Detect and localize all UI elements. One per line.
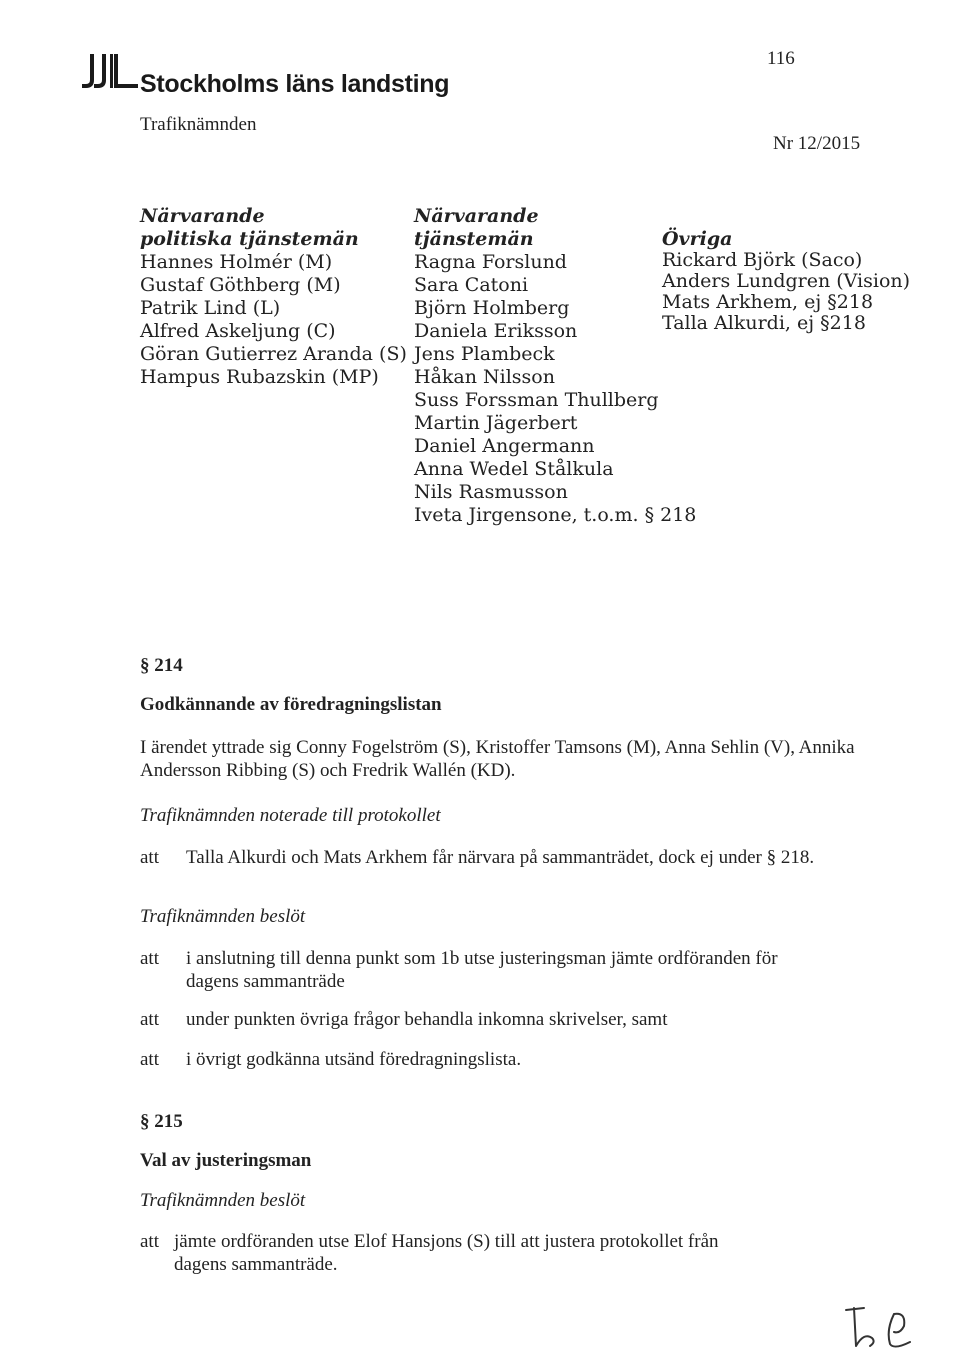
column-heading: Närvarande — [140, 205, 265, 227]
att-text: i övrigt godkänna utsänd föredragningslista. — [186, 1049, 522, 1070]
attendee-name: Anna Wedel Stålkula — [414, 458, 614, 480]
intro-line: Andersson Ribbing (S) och Fredrik Wallén (KD). — [140, 760, 516, 781]
committee-name: Trafiknämnden — [140, 114, 257, 135]
section-number: § 214 — [140, 655, 183, 676]
attendee-name: Hannes Holmér (M) — [140, 251, 333, 273]
attendee-name: Ragna Forslund — [414, 251, 567, 273]
attendee-name: Jens Plambeck — [414, 343, 555, 365]
attendance-others — [662, 229, 942, 334]
attendee-name: Suss Forssman Thullberg — [414, 389, 659, 411]
attendee-name: Rickard Björk (Saco) — [662, 249, 863, 271]
att-clause — [140, 1048, 930, 1072]
att-text: jämte ordföranden utse Elof Hansjons (S) till att justera protokollet från — [174, 1231, 719, 1252]
note-heading: Trafiknämnden noterade till protokollet — [140, 805, 441, 826]
section-number: § 215 — [140, 1111, 183, 1132]
section-title: Godkännande av föredragningslistan — [140, 694, 442, 715]
att-text: dagens sammanträde. — [174, 1254, 338, 1275]
column-heading: politiska tjänstemän — [140, 228, 359, 250]
attendee-name: Björn Holmberg — [414, 297, 570, 319]
decision-heading: Trafiknämnden beslöt — [140, 1190, 306, 1211]
attendee-name: Iveta Jirgensone, t.o.m. § 218 — [414, 504, 697, 526]
att-text: dagens sammanträde — [186, 971, 345, 992]
attendee-name: Mats Arkhem, ej §218 — [662, 291, 874, 313]
attendee-name: Nils Rasmusson — [414, 481, 568, 503]
att-text: under punkten övriga frågor behandla inkomna skrivelser, samt — [186, 1009, 668, 1030]
attendee-name: Daniel Angermann — [414, 435, 595, 457]
att-clause — [140, 947, 930, 995]
att-word: att — [140, 1009, 159, 1030]
attendee-name: Göran Gutierrez Aranda (S) — [140, 343, 407, 365]
attendee-name: Håkan Nilsson — [414, 366, 555, 388]
column-heading: Övriga — [662, 228, 733, 250]
column-heading: tjänstemän — [414, 228, 534, 250]
att-clause — [140, 846, 930, 870]
attendance-officials — [414, 205, 697, 527]
attendee-name: Daniela Eriksson — [414, 320, 578, 342]
page-number: 116 — [767, 48, 795, 69]
organization-name: Stockholms läns landsting — [140, 70, 450, 98]
section-intro — [140, 736, 930, 782]
organization-logo — [80, 50, 140, 100]
att-clause — [140, 1230, 930, 1278]
att-text-block — [186, 947, 778, 993]
att-text: Talla Alkurdi och Mats Arkhem får närvara på sammanträdet, dock ej under § 218. — [186, 847, 815, 868]
attendee-name: Hampus Rubazskin (MP) — [140, 366, 379, 388]
column-heading: Närvarande — [414, 205, 539, 227]
attendee-name: Alfred Askeljung (C) — [140, 320, 336, 342]
attendee-name: Talla Alkurdi, ej §218 — [662, 312, 866, 334]
attendee-name: Martin Jägerbert — [414, 412, 578, 434]
attendee-name: Patrik Lind (L) — [140, 297, 281, 319]
att-word: att — [140, 948, 159, 969]
att-text-block — [174, 1230, 719, 1276]
att-clause — [140, 1008, 930, 1032]
attendance-politicians — [140, 205, 407, 389]
document-number: Nr 12/2015 — [773, 133, 861, 154]
att-text: i anslutning till denna punkt som 1b utse justeringsman jämte ordföranden för — [186, 948, 778, 969]
att-word: att — [140, 1049, 159, 1070]
attendee-name: Sara Catoni — [414, 274, 529, 296]
att-word: att — [140, 1231, 159, 1252]
handwritten-initials — [838, 1296, 934, 1356]
attendee-name: Anders Lundgren (Vision) — [662, 270, 911, 292]
intro-line: I ärendet yttrade sig Conny Fogelström (S), Kristoffer Tamsons (M), Anna Sehlin (V), Annika — [140, 737, 855, 758]
decision-heading: Trafiknämnden beslöt — [140, 906, 306, 927]
section-title: Val av justeringsman — [140, 1150, 312, 1171]
attendee-name: Gustaf Göthberg (M) — [140, 274, 341, 296]
att-word: att — [140, 847, 159, 868]
